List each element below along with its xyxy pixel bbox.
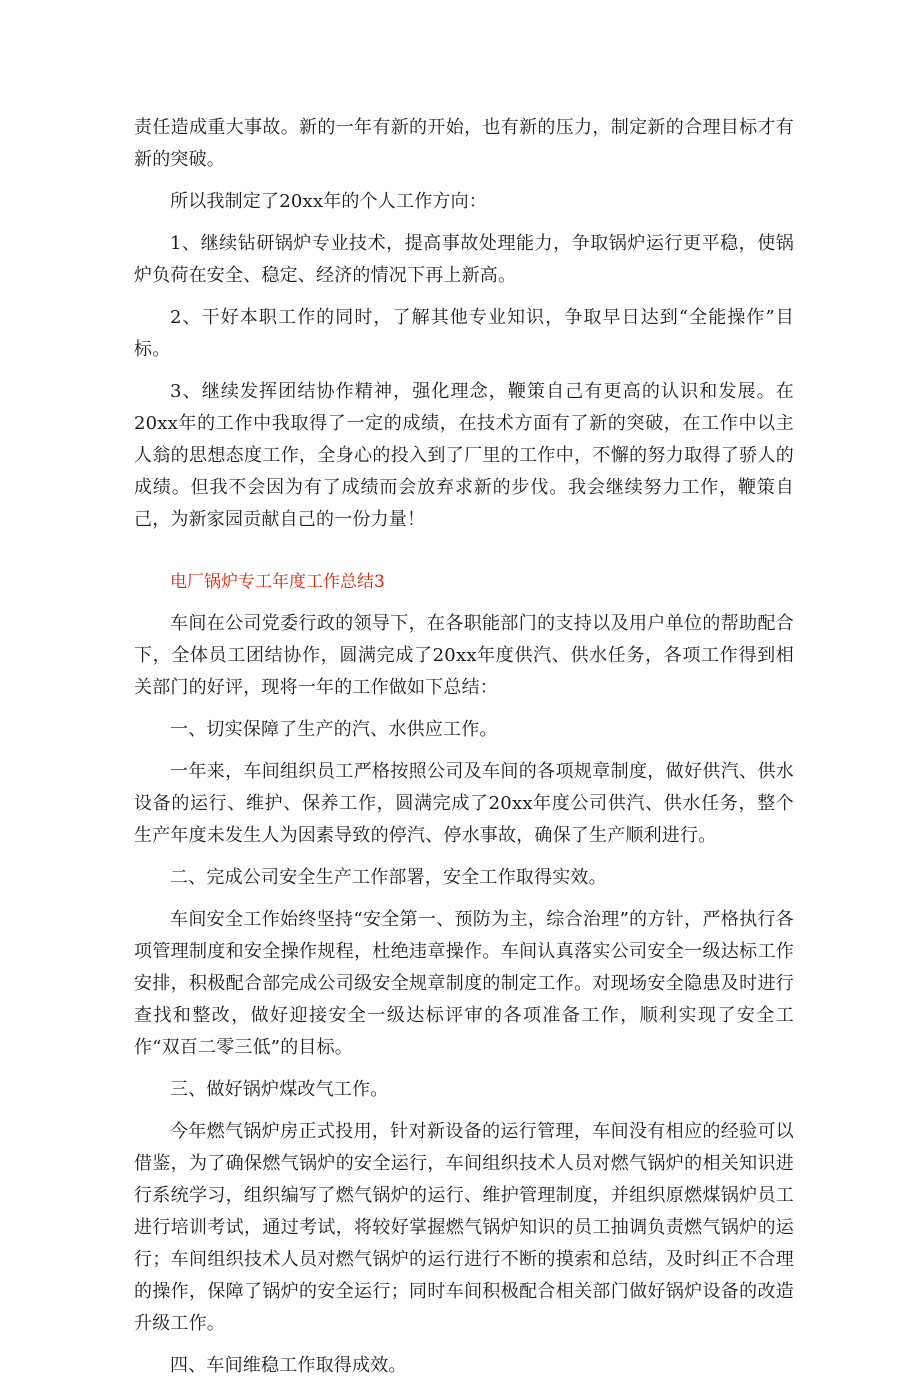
section-heading-3: 三、做好锅炉煤改气工作。 — [170, 1079, 389, 1100]
section-paragraph-safety: 车间安全工作始终坚持“安全第一、预防为主，综合治理”的方针，严格执行各项管理制度和安全操作规程，杜绝违章操作。车间认真落实公司安全一级达标工作安排，积极配合部完成公司级安全规章制度的制定工作。对现场安全隐患及时进行查找和整改，做好迎接安全一级达标评审的各项准备工作，顺利实现了安全工作“双百二零三低”的目标。 — [134, 909, 794, 1058]
paragraph-goal-2: 2、干好本职工作的同时，了解其他专业知识，争取早日达到“全能操作”目标。 — [134, 307, 794, 360]
section-paragraph-supply: 一年来，车间组织员工严格按照公司及车间的各项规章制度，做好供汽、供水设备的运行、维护、保养工作，圆满完成了20xx年度公司供汽、供水任务，整个生产年度未发生人为因素导致的停汽、停水事故，确保了生产顺利进行。 — [134, 761, 794, 846]
paragraph-continuation: 责任造成重大事故。新的一年有新的开始，也有新的压力，制定新的合理目标才有新的突破。 — [134, 117, 794, 170]
section-paragraph-intro: 车间在公司党委行政的领导下，在各职能部门的支持以及用户单位的帮助配合下，全体员工团结协作，圆满完成了20xx年度供汽、供水任务，各项工作得到相关部门的好评，现将一年的工作做如下总结： — [134, 613, 794, 698]
paragraph-goal-1: 1、继续钻研锅炉专业技术，提高事故处理能力，争取锅炉运行更平稳，使锅炉负荷在安全、稳定、经济的情况下再上新高。 — [134, 233, 794, 286]
section-paragraph-gas-boiler: 今年燃气锅炉房正式投用，针对新设备的运行管理，车间没有相应的经验可以借鉴，为了确保燃气锅炉的安全运行，车间组织技术人员对燃气锅炉的相关知识进行系统学习，组织编写了燃气锅炉的运行、维护管理制度，并组织原燃煤锅炉员工进行培训考试，通过考试，将较好掌握燃气锅炉知识的员工抽调负责燃气锅炉的运行；车间组织技术人员对燃气锅炉的运行进行不断的摸索和总结，及时纠正不合理的操作，保障了锅炉的安全运行；同时车间积极配合相关部门做好锅炉设备的改造升级工作。 — [134, 1121, 794, 1334]
document-page — [134, 112, 794, 1382]
paragraph-work-direction-intro: 所以我制定了20xx年的个人工作方向： — [170, 191, 488, 212]
section-heading-2: 二、完成公司安全生产工作部署，安全工作取得实效。 — [170, 867, 607, 888]
paragraph-goal-3: 3、继续发挥团结协作精神，强化理念，鞭策自己有更高的认识和发展。在20xx年的工作中我取得了一定的成绩，在技术方面有了新的突破，在工作中以主人翁的思想态度工作，全身心的投入到了厂里的工作中，不懈的努力取得了骄人的成绩。但我不会因为有了成绩而会放弃求新的步伐。我会继续努力工作，鞭策自己，为新家园贡献自己的一份力量！ — [134, 381, 794, 530]
section-heading-1: 一、切实保障了生产的汽、水供应工作。 — [170, 719, 498, 740]
section-heading-4: 四、车间维稳工作取得成效。 — [170, 1355, 407, 1376]
section-title: 电厂锅炉专工年度工作总结3 — [170, 572, 385, 592]
